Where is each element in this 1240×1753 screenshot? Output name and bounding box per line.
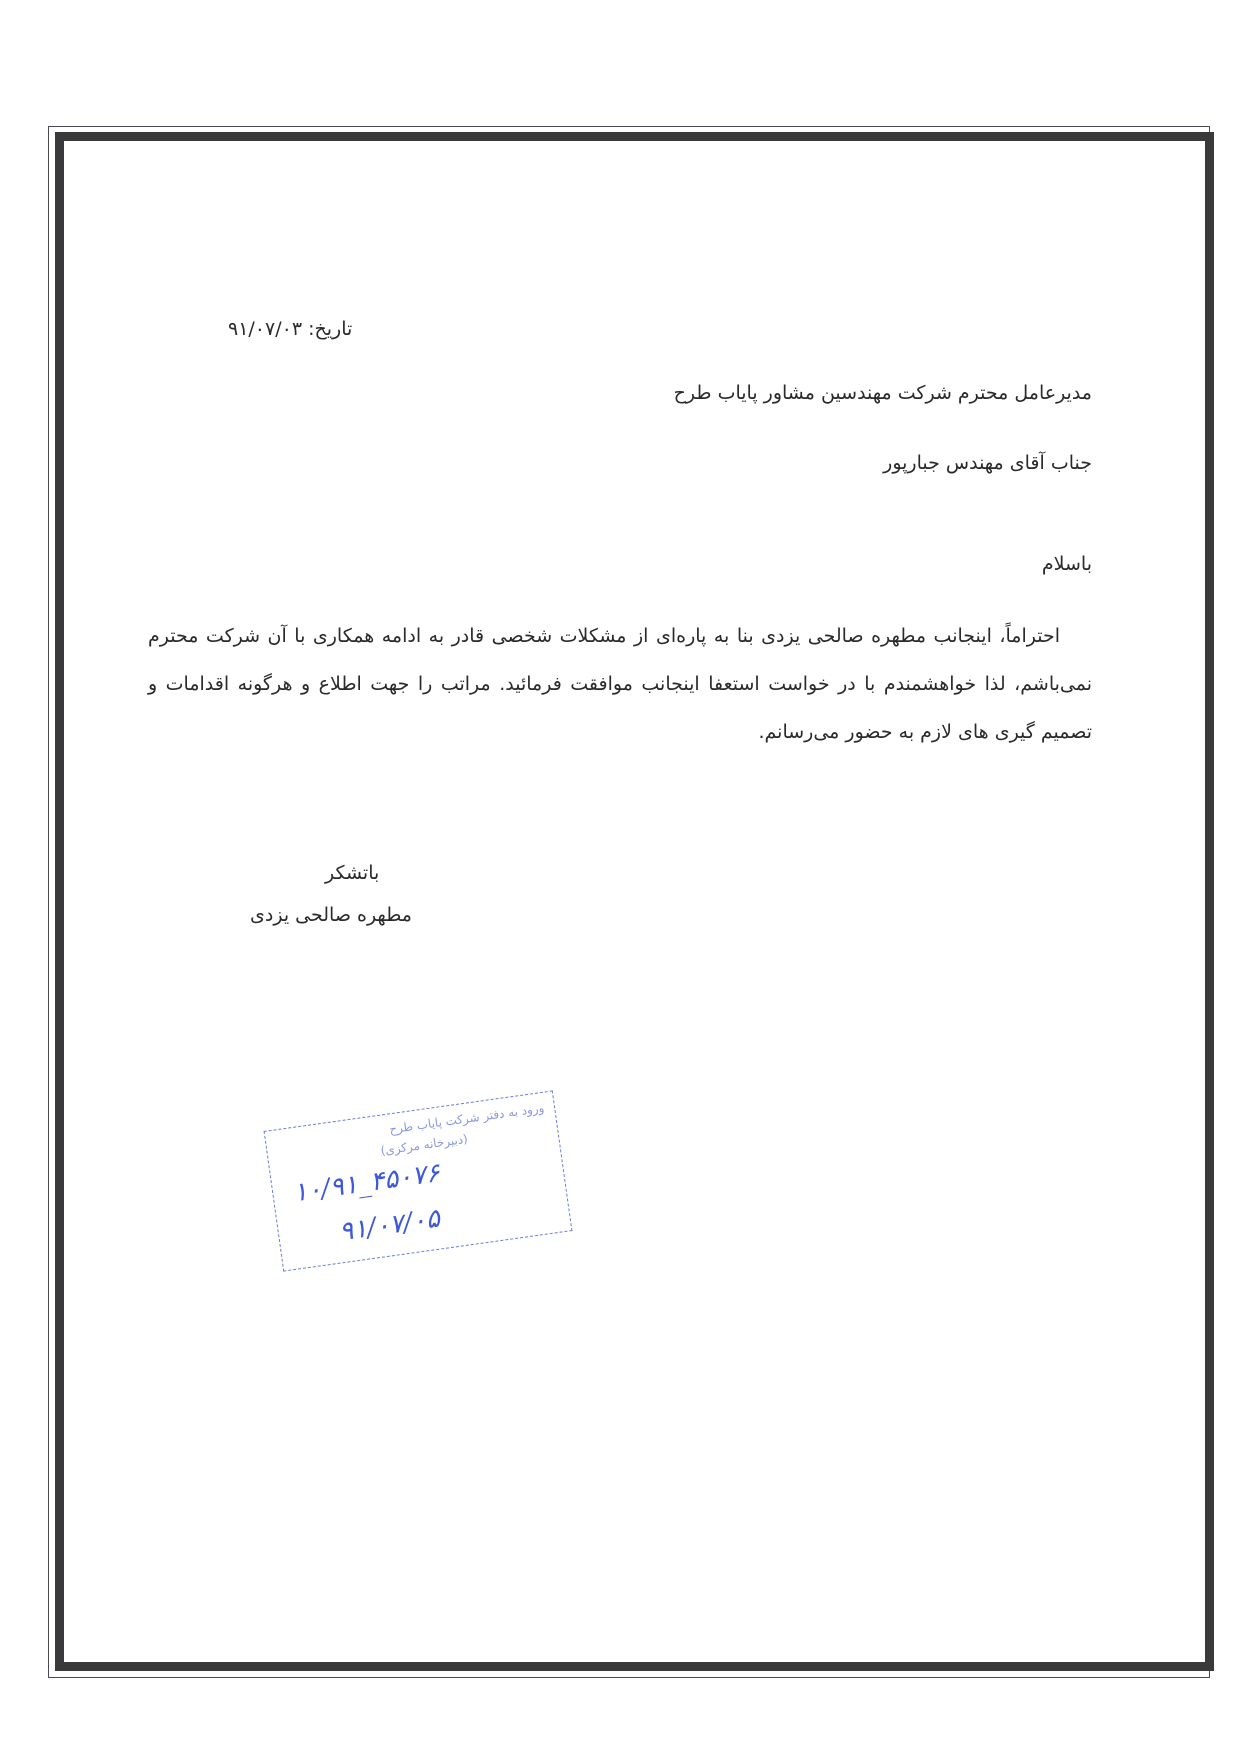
stamp-subheader: (دبیرخانه مرکزی) [379, 1131, 469, 1158]
recipient-line-1: مدیرعامل محترم شرکت مهندسین مشاور پایاب طرح [673, 382, 1092, 404]
stamp-date: ۹۱/۰۷/۰۵ [337, 1203, 442, 1248]
stamp-header: ورود به دفتر شرکت پایاب طرح [388, 1100, 546, 1137]
closing: باتشکر [325, 862, 380, 884]
letter-date: تاریخ: ۹۱/۰۷/۰۳ [228, 318, 353, 340]
stamp-number: ۱۰/۹۱_۴۵۰۷۶ [291, 1158, 442, 1209]
greeting: باسلام [1041, 553, 1092, 575]
recipient-line-2: جناب آقای مهندس جبارپور [883, 452, 1092, 474]
signature-name: مطهره صالحی یزدی [250, 904, 412, 926]
letter-body: احتراماً، اینجانب مطهره صالحی یزدی بنا به پاره‌ای از مشکلات شخصی قادر به ادامه همکاری با آن شرکت محترم نمی‌باشم، لذا خواهشمندم با در خواست استعفا اینجانب موافقت فرمائید. مراتب را جهت اطلاع و هرگونه اقدامات و تصمیم گیری های لازم به حضور می‌رسانم. [148, 625, 1092, 743]
frame-border [55, 132, 1214, 1671]
